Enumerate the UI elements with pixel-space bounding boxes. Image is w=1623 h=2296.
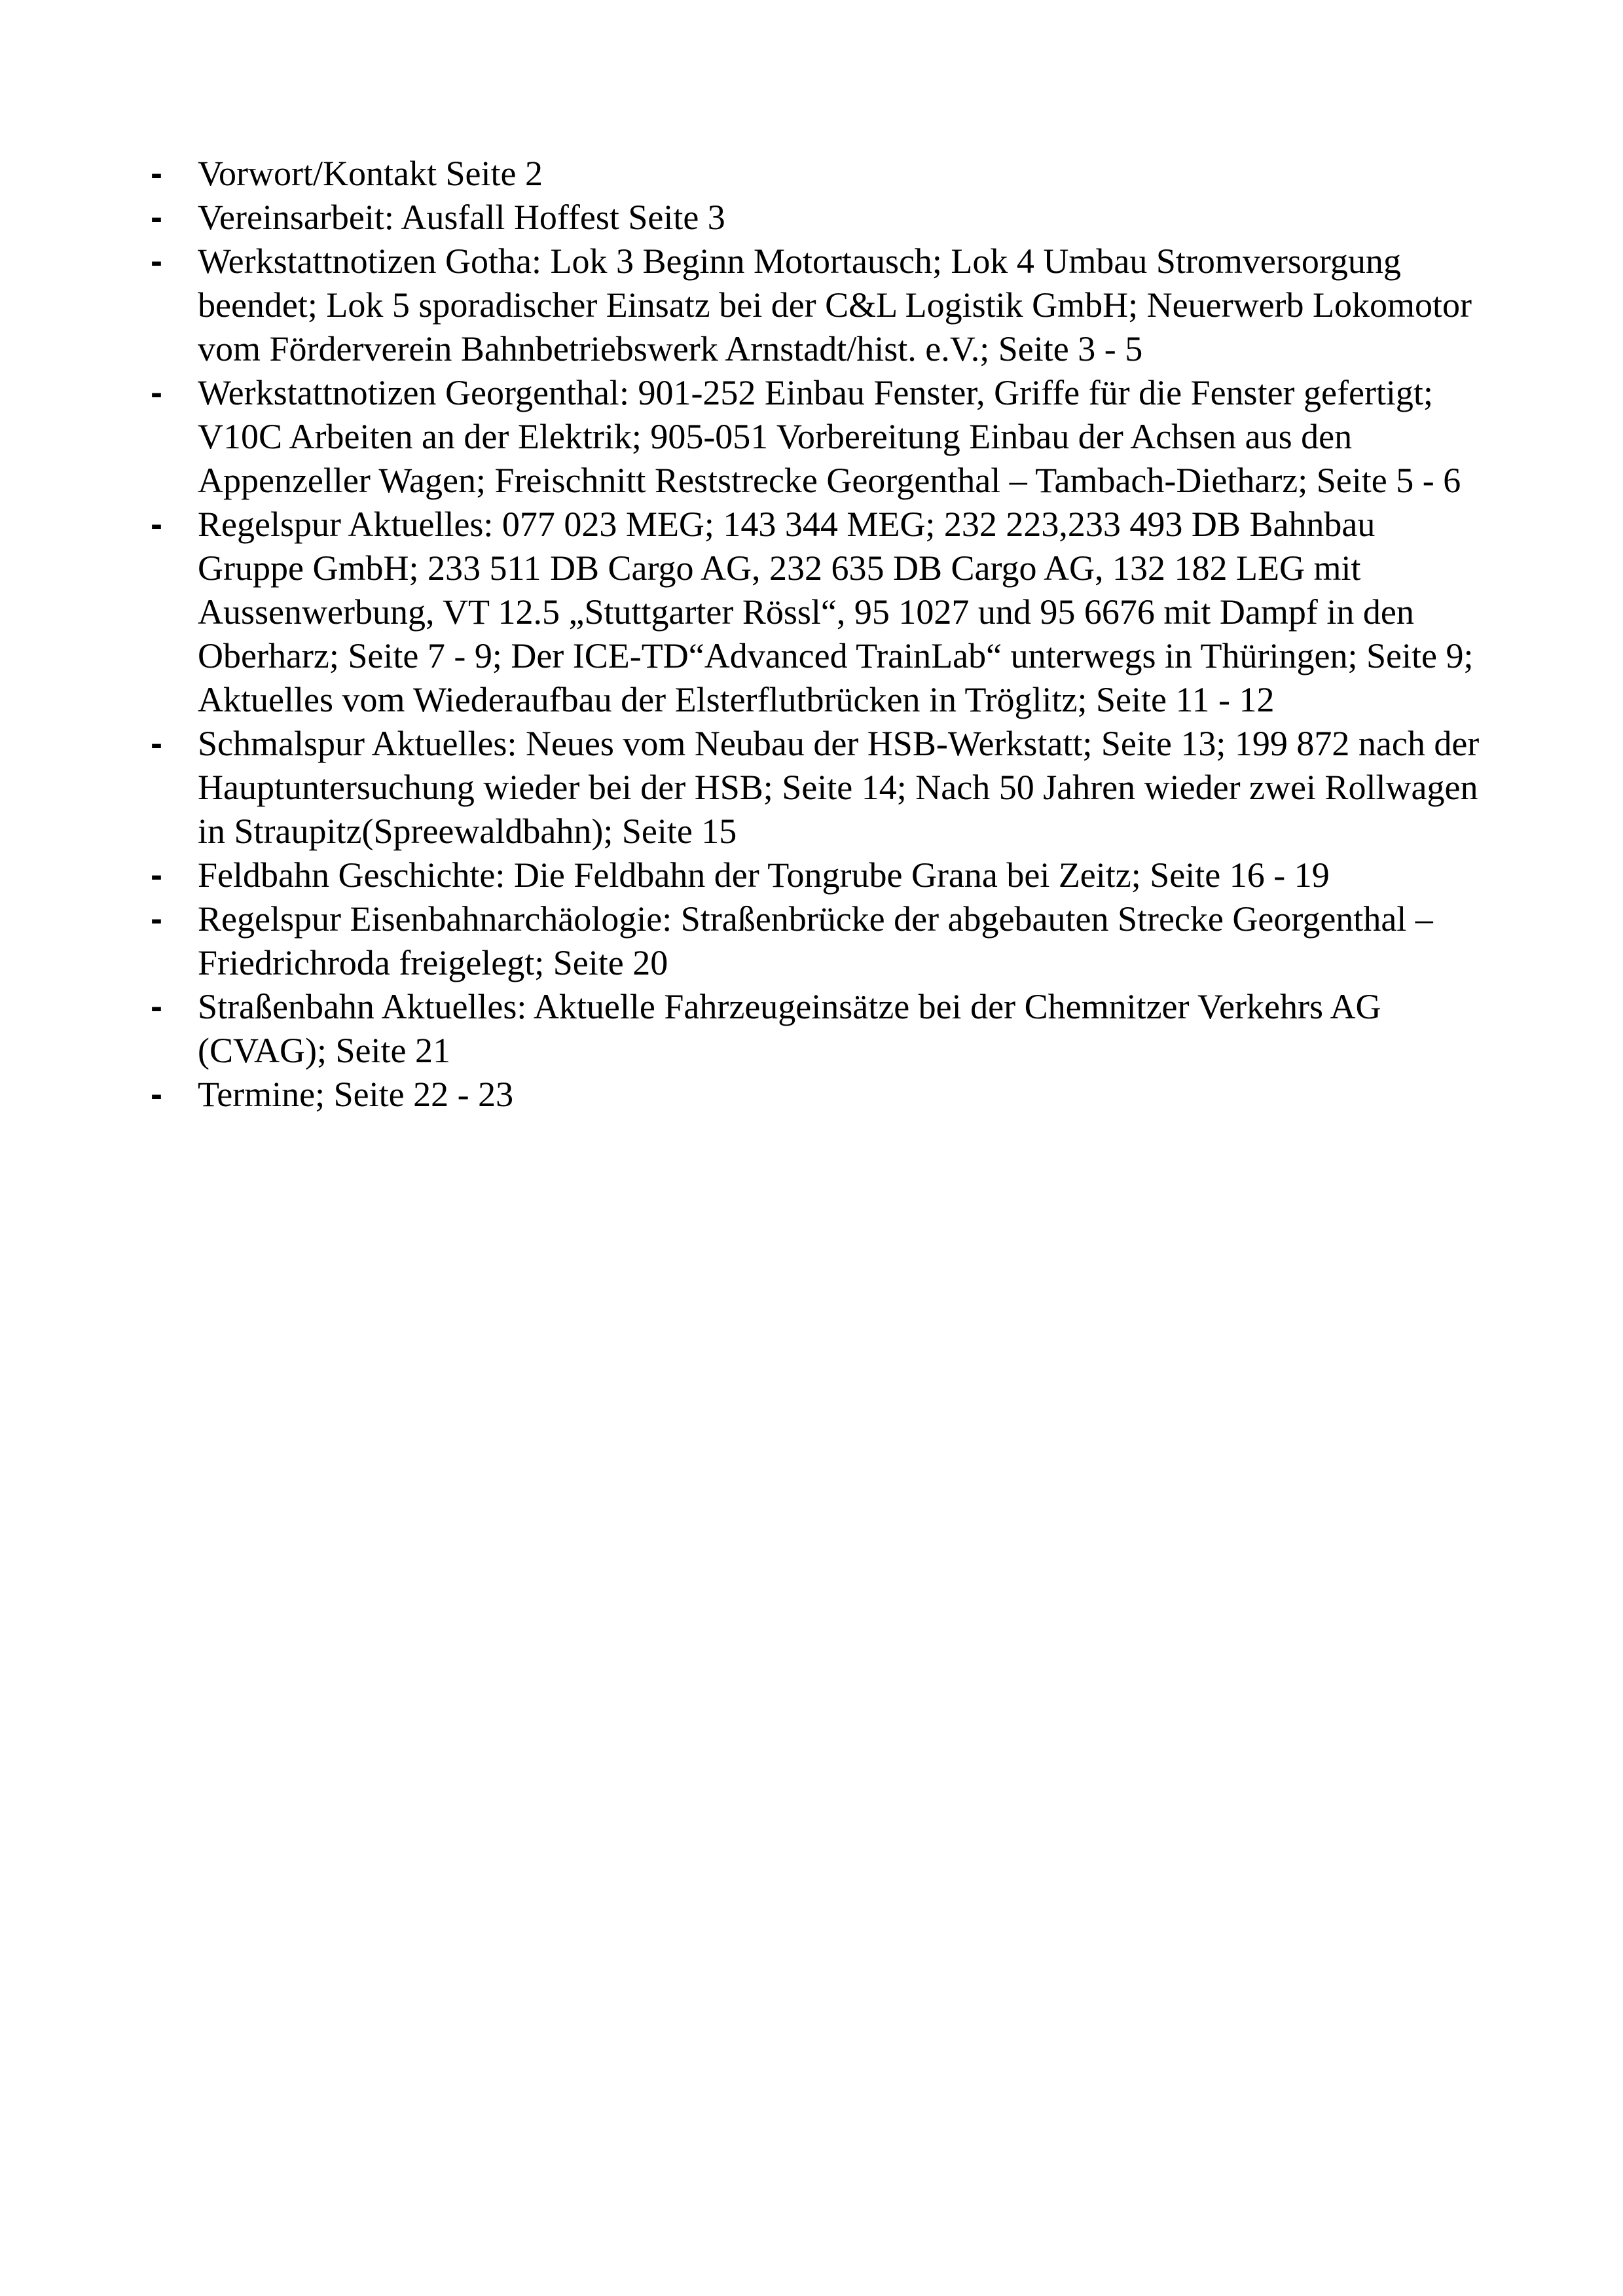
toc-item-vorwort — [151, 152, 1486, 196]
toc-item-feldbahn-geschichte — [151, 853, 1486, 897]
list-bullet-dash: - — [151, 242, 162, 281]
list-bullet-dash: - — [151, 1075, 162, 1114]
toc-item-text: Termine; Seite 22 - 23 — [198, 1075, 514, 1114]
list-bullet-dash: - — [151, 505, 162, 544]
toc-item-text: Straßenbahn Aktuelles: Aktuelle Fahrzeugeinsätze bei der Chemnitzer Verkehrs AG (CVAG); Seite 21 — [198, 987, 1381, 1070]
toc-item-text: Regelspur Aktuelles: 077 023 MEG; 143 344 MEG; 232 223,233 493 DB Bahnbau Gruppe GmbH; 233 511 DB Cargo AG, 232 635 DB Cargo AG, 132 182 LEG mit Aussenwerbung, VT 12.5 „Stuttgarter Rössl“, 95 1027 und 95 6676 mit Dampf in den Oberharz; Seite 7 - 9; Der ICE-TD“Advanced TrainLab“ unterwegs in Thüringen; Seite 9; Aktuelles vom Wiederaufbau der Elsterflutbrücken in Tröglitz; Seite 11 - 12 — [198, 505, 1474, 719]
toc-item-werkstatt-georgenthal — [151, 371, 1486, 503]
toc-item-text: Werkstattnotizen Georgenthal: 901-252 Einbau Fenster, Griffe für die Fenster gefertigt; V10C Arbeiten an der Elektrik; 905-051 Vorbereitung Einbau der Achsen aus den Appenzeller Wagen; Freischnitt Reststrecke Georgenthal – Tambach-Dietharz; Seite 5 - 6 — [198, 373, 1461, 500]
toc-item-text: Vereinsarbeit: Ausfall Hoffest Seite 3 — [198, 198, 725, 237]
list-bullet-dash: - — [151, 154, 162, 193]
list-bullet-dash: - — [151, 373, 162, 412]
list-bullet-dash: - — [151, 899, 162, 939]
list-bullet-dash: - — [151, 198, 162, 237]
toc-item-text: Schmalspur Aktuelles: Neues vom Neubau der HSB-Werkstatt; Seite 13; 199 872 nach der Hauptuntersuchung wieder bei der HSB; Seite 14; Nach 50 Jahren wieder zwei Rollwagen in Straupitz(Spreewaldbahn); Seite 15 — [198, 724, 1480, 851]
toc-item-text: Werkstattnotizen Gotha: Lok 3 Beginn Motortausch; Lok 4 Umbau Stromversorgung beendet; Lok 5 sporadischer Einsatz bei der C&L Logistik GmbH; Neuerwerb Lokomotor vom Förderverein Bahnbetriebswerk Arnstadt/hist. e.V.; Seite 3 - 5 — [198, 242, 1472, 368]
table-of-contents-list — [151, 152, 1486, 1117]
toc-item-text: Feldbahn Geschichte: Die Feldbahn der Tongrube Grana bei Zeitz; Seite 16 - 19 — [198, 855, 1330, 895]
toc-item-werkstatt-gotha — [151, 240, 1486, 371]
toc-item-vereinsarbeit — [151, 196, 1486, 240]
toc-item-strassenbahn-aktuelles — [151, 985, 1486, 1073]
toc-item-text: Regelspur Eisenbahnarchäologie: Straßenbrücke der abgebauten Strecke Georgenthal – Friedrichroda freigelegt; Seite 20 — [198, 899, 1433, 982]
toc-item-text: Vorwort/Kontakt Seite 2 — [198, 154, 543, 193]
toc-item-regelspur-aktuelles — [151, 503, 1486, 722]
toc-item-eisenbahnarchaeologie — [151, 897, 1486, 985]
list-bullet-dash: - — [151, 987, 162, 1026]
list-bullet-dash: - — [151, 855, 162, 895]
toc-item-schmalspur-aktuelles — [151, 722, 1486, 853]
list-bullet-dash: - — [151, 724, 162, 763]
toc-item-termine — [151, 1073, 1486, 1117]
